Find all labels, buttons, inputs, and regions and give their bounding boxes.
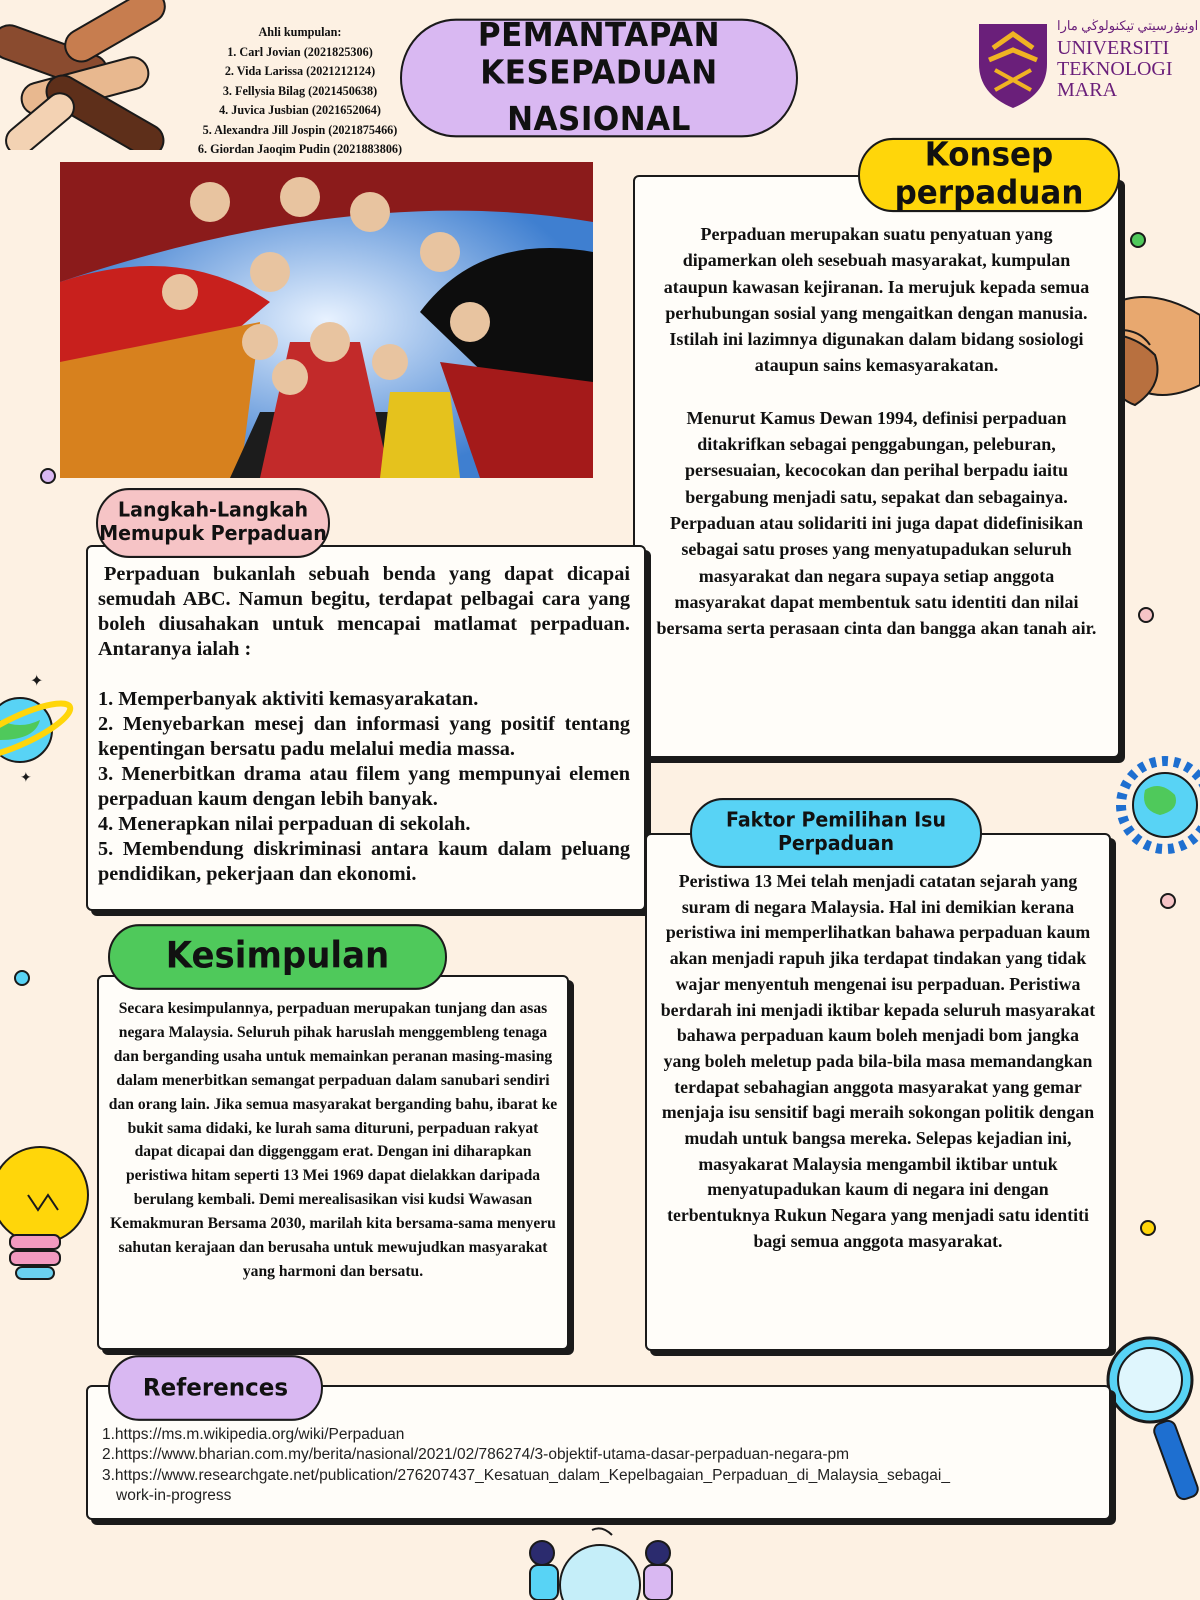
decor-dot xyxy=(1160,893,1176,909)
langkah-heading-line-2: Memupuk Perpaduan xyxy=(99,521,327,546)
member-item: 6. Giordan Jaoqim Pudin (2021883806) xyxy=(197,142,403,156)
faktor-body: Peristiwa 13 Mei telah menjadi catatan sejarah yang suram di negara Malaysia. Hal ini demikian kerana peristiwa ini memperlihatkan bahawa perpaduan kaum akan menjadi rapuh jika terdapat tindakan yang tidak wajar menyentuh mengenai isu perpaduan. Peristiwa berdarah ini menjadi iktibar kepada seluruh masyarakat bahawa perpaduan kaum boleh menjadi bom jangka yang boleh meletup pada bila-bila masa memandangkan terdapat sebahagian anggota masyarakat yang gemar menjaja isu sensitif bagi meraih sokongan politik dengan mudah untuk bangsa mereka. Selepas kejadian ini, masyakarat Malaysia mengambil iktibar untuk menyatupadukan kaum di negara ini dengan terbentuknya Rukun Negara yang menjadi satu identiti bagi semua anggota masyarakat. xyxy=(660,871,1096,1251)
lightbulb-icon xyxy=(0,1135,100,1305)
logo-jawi: اونيۏرسيتي تيكنولوڬي مارا xyxy=(1057,18,1199,33)
konsep-paragraph-1: Perpaduan merupakan suatu penyatuan yang dipamerkan oleh sesebuah masyarakat, kumpulan ataupun kawasan kejiranan. Ia merujuk kepada semua perhubungan sosial yang mengaitkan dengan manusia. Istilah ini lazimnya digunakan dalam bidang sosiologi ataupun sains kemasyarakatan. xyxy=(663,224,1090,376)
langkah-item: 5. Membendung diskriminasi antara kaum dalam peluang pendidikan, pekerjaan dan ekonomi. xyxy=(98,838,630,885)
svg-text:✦: ✦ xyxy=(20,771,32,786)
decor-dot xyxy=(1130,232,1146,248)
konsep-heading-text: Konsep perpaduan xyxy=(894,136,1084,213)
reference-link[interactable]: 2.https://www.bharian.com.my/berita/nasional/2021/02/786274/3-objektif-utama-dasar-perpaduan-negara-pm xyxy=(102,1446,850,1464)
konsep-box xyxy=(633,175,1120,758)
langkah-intro: Perpaduan bukanlah sebuah benda yang dapat dicapai semudah ABC. Namun begitu, terdapat pelbagai cara yang boleh diusahakan untuk mencapai matlamat perpaduan. Antaranya ialah : xyxy=(98,563,630,660)
faktor-heading-line-1: Faktor Pemilihan Isu xyxy=(726,808,946,833)
logo-line-3: MARA xyxy=(1057,79,1118,101)
title-line-2: NASIONAL xyxy=(507,100,691,139)
member-item: 4. Juvica Jusbian (2021652064) xyxy=(219,103,381,117)
decor-dot xyxy=(1140,1220,1156,1236)
faktor-heading xyxy=(690,798,982,868)
reference-link[interactable]: 3.https://www.researchgate.net/publication/276207437_Kesatuan_dalam_Kepelbagaian_Perpaduan_di_Malaysia_sebagai_ xyxy=(102,1466,950,1484)
langkah-heading xyxy=(96,488,330,558)
kesimpulan-body: Secara kesimpulannya, perpaduan merupakan tunjang dan asas negara Malaysia. Seluruh pihak haruslah menggembleng tenaga dan berganding usaha untuk memainkan peranan masing-masing dalam menerbitkan semangat perpaduan dalam sanubari sendiri dan orang lain. Jika semua masyarakat berganding bahu, ibarat ke bukit sama didaki, ke lurah sama dituruni, perpaduan rakyat dapat dicapai dan diggenggam erat. Dengan ini diharapkan peristiwa hitam seperti 13 Mei 1969 dapat dielakkan daripada berulang kembali. Demi merealisasikan visi kudsi Wawasan Kemakmuran Bersama 2030, marilah kita bersama-sama menyeru sahutan kerajaan dan berusaha untuk mewujudkan masyarakat yang harmoni dan bersatu. xyxy=(108,1000,558,1280)
people-globe-icon xyxy=(520,1525,680,1600)
reference-link[interactable]: work-in-progress xyxy=(116,1487,232,1505)
member-list xyxy=(170,23,430,160)
langkah-item: 1. Memperbanyak aktiviti kemasyarakatan. xyxy=(98,688,479,710)
globe-people-icon xyxy=(1110,745,1200,875)
langkah-item: 4. Menerapkan nilai perpaduan di sekolah. xyxy=(98,813,471,835)
members-label: Ahli kumpulan: xyxy=(258,25,342,39)
logo-line-2: TEKNOLOGI xyxy=(1057,58,1173,80)
faktor-box xyxy=(645,833,1111,1351)
decor-dot xyxy=(14,970,30,986)
group-photo xyxy=(60,162,593,478)
kesimpulan-heading-text: Kesimpulan xyxy=(165,935,390,978)
member-item: 1. Carl Jovian (2021825306) xyxy=(227,44,373,59)
reference-link[interactable]: 1.https://ms.m.wikipedia.org/wiki/Perpaduan xyxy=(102,1426,405,1443)
konsep-heading xyxy=(858,138,1120,212)
references-heading-text: References xyxy=(142,1373,289,1402)
uitm-logo xyxy=(975,18,1199,108)
title-line-1: PEMANTAPAN KESEPADUAN xyxy=(477,16,721,92)
kesimpulan-box xyxy=(97,975,569,1350)
decor-dot xyxy=(40,468,56,484)
kesimpulan-heading xyxy=(108,924,447,990)
page-title xyxy=(400,16,798,139)
langkah-item: 3. Menerbitkan drama atau filem yang mempunyai elemen perpaduan kaum dengan lebih banyak. xyxy=(98,763,630,810)
svg-text:✦: ✦ xyxy=(30,673,44,690)
logo-line-1: UNIVERSITI xyxy=(1057,37,1170,59)
member-item: 3. Fellysia Bilag (2021450638) xyxy=(222,83,378,98)
langkah-heading-line-1: Langkah-Langkah xyxy=(118,498,308,523)
planet-icon xyxy=(0,670,80,790)
decor-dot xyxy=(1138,607,1154,623)
konsep-paragraph-2: Menurut Kamus Dewan 1994, definisi perpaduan ditakrifkan sebagai penggabungan, peleburan, persesuaian, kecocokan dan perihal berpadu iaitu bergabung menjadi satu, sepakat dan sebagainya. Perpaduan atau solidariti ini juga dapat didefinisikan sebagai satu proses yang menyatupadukan seluruh masyarakat dan negara supaya setiap anggota masyarakat dapat membentuk satu identiti dan nilai bersama serta perasaan cinta dan bangga akan tanah air. xyxy=(656,407,1097,639)
references-heading xyxy=(108,1355,323,1421)
langkah-item: 2. Menyebarkan mesej dan informasi yang positif tentang kepentingan bersatu padu melalui media massa. xyxy=(98,713,630,760)
member-item: 2. Vida Larissa (2021212124) xyxy=(224,64,376,78)
hands-stack-icon xyxy=(0,0,190,150)
faktor-heading-line-2: Perpaduan xyxy=(777,831,895,856)
langkah-box xyxy=(86,545,646,911)
member-item: 5. Alexandra Jill Jospin (2021875466) xyxy=(202,122,398,137)
